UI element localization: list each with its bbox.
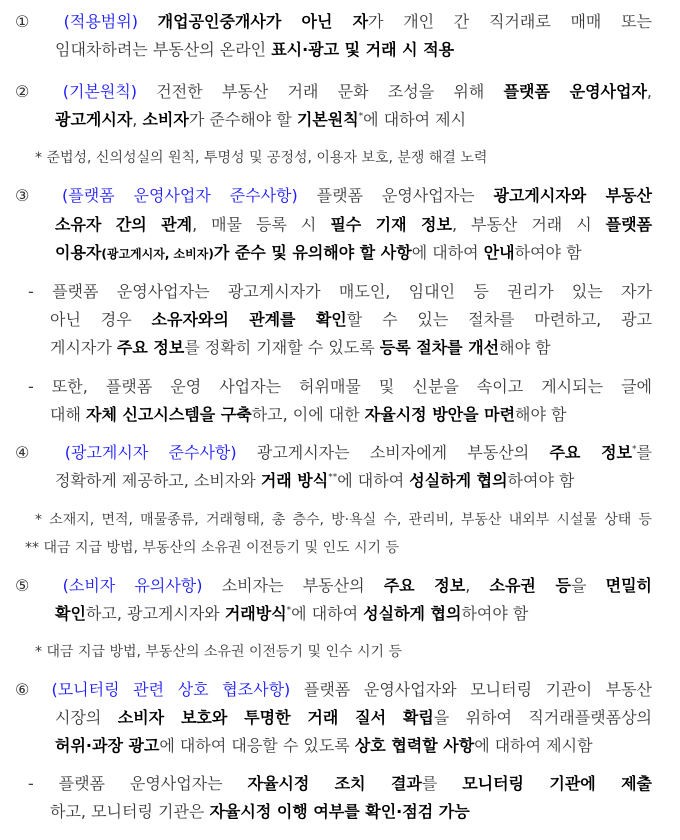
emphasis-text: 이용자	[55, 243, 102, 262]
emphasis-text: 소유자 간의 관계	[55, 215, 193, 234]
body-text: - 또한, 플랫폼 운영 사업자는 허위매물 및 신분을 속이고 게시되는 글에	[28, 377, 652, 396]
body-text: 정확하게 제공하고, 소비자와	[55, 471, 261, 490]
emphasis-text: 확인	[55, 604, 86, 623]
body-text: , 부동산 거래 시	[451, 215, 606, 234]
body-text: 를	[421, 774, 463, 793]
text-line	[55, 213, 652, 237]
footnote-marker: *	[286, 605, 292, 616]
emphasis-text: 허위·과장 광고	[55, 736, 160, 755]
emphasis-text: 안내	[483, 243, 515, 262]
body-text: 게시자가	[50, 338, 117, 357]
body-text: 를 정확히 기재할 수 있도록	[184, 338, 380, 357]
footnote-line	[35, 508, 652, 532]
body-text: 광고게시자는 소비자에게 부동산의	[256, 443, 550, 462]
text-line	[28, 280, 652, 304]
emphasis-text: 주요 정보	[383, 576, 466, 595]
item-number: ⑤	[15, 576, 44, 595]
body-text: 하고, 광고게시자와	[85, 604, 225, 623]
body-text: 에 대하여 제시함	[474, 736, 593, 755]
body-text: 플랫폼 운영사업자는	[316, 186, 494, 205]
body-text: 에 대하여 제시	[363, 110, 467, 129]
body-text: 해야 함	[499, 338, 551, 357]
body-text: 임대차하려는 부동산의 온라인	[55, 40, 272, 59]
body-text: 대해	[50, 405, 86, 424]
text-line	[15, 678, 652, 702]
body-text: 에 대하여 대응할 수 있도록	[159, 736, 355, 755]
body-text: 해야 함	[515, 405, 567, 424]
emphasis-text: 자체 신고시스템을 구축	[86, 405, 252, 424]
body-text: 에 대하여	[411, 243, 484, 262]
body-text: 하여야 함	[507, 471, 575, 490]
emphasis-text: 면밀히	[605, 576, 653, 595]
emphasis-text: 주요 정보	[549, 443, 633, 462]
text-line	[55, 108, 466, 132]
body-text: ,	[646, 82, 653, 101]
body-text: 하여야 함	[461, 604, 529, 623]
body-text: 을 위하여 직거래플랫폼상의	[433, 708, 652, 727]
emphasis-text: 성실하게 협의	[409, 471, 508, 490]
emphasis-text: 소유권 등	[489, 576, 571, 595]
text-line	[50, 800, 470, 824]
footnote-line	[25, 536, 399, 560]
text-line	[55, 469, 574, 493]
section-heading: (플랫폼 운영사업자 준수사항)	[43, 186, 317, 205]
emphasis-text: 자율시정 이행 여부를 확인·점검 가능	[209, 802, 470, 821]
emphasis-text: 개업공인중개사가 아닌 자	[157, 12, 369, 31]
emphasis-text: 자율시정 조치 결과	[247, 774, 422, 793]
item-number: ③	[15, 186, 44, 205]
body-text: 소비자는 부동산의	[221, 576, 384, 595]
emphasis-text: 소유자와의 관계를 확인	[151, 310, 347, 329]
emphasis-text: 등록 절차를 개선	[379, 338, 500, 357]
body-text: * 대금 지급 방법, 부동산의 소유권 이전등기 및 인수 시기 등	[35, 644, 403, 660]
body-text: * 소재지, 면적, 매물종류, 거래형태, 총 층수, 방·욕실 수, 관리비, 부동산 내외부 시설물 상태 등	[35, 512, 652, 528]
footnote-line	[35, 640, 402, 664]
body-text: 를	[636, 443, 652, 462]
text-line	[15, 441, 652, 465]
body-text: 하고, 모니터링 기관은	[50, 802, 210, 821]
emphasis-text: 거래방식	[224, 604, 287, 623]
item-number: ④	[15, 443, 45, 462]
body-text: * 준법성, 신의성실의 원칙, 투명성 및 공정성, 이용자 보호, 분쟁 해결 노력	[35, 150, 488, 166]
body-text: 할 수 있는 절차를 마련하고, 광고	[346, 310, 653, 329]
body-text: 에 대하여	[291, 604, 364, 623]
footnote-marker: *	[358, 111, 364, 122]
emphasis-text: 상호 협력할 사항	[354, 736, 475, 755]
body-text: 건전한 부동산 거래 문화 조성을 위해	[156, 82, 504, 101]
text-line	[50, 308, 652, 332]
emphasis-text: 기본원칙	[296, 110, 359, 129]
text-line	[15, 10, 652, 34]
body-text: ,	[132, 110, 143, 129]
body-text: 을	[571, 576, 606, 595]
text-line	[28, 375, 652, 399]
body-text: 아닌 경우	[50, 310, 152, 329]
text-line	[50, 403, 567, 427]
item-number: ⑥	[15, 680, 38, 699]
parenthetical-text: (광고게시자, 소비자)	[101, 247, 214, 261]
body-text: 하여야 함	[514, 243, 582, 262]
text-line	[55, 734, 593, 758]
emphasis-text: 자율시정 방안을 마련	[364, 405, 516, 424]
emphasis-text: 플랫폼 운영사업자	[503, 82, 647, 101]
body-text: - 플랫폼 운영사업자는 광고게시자가 매도인, 임대인 등 권리가 있는 자가	[28, 282, 652, 301]
body-text: 가 개인 간 직거래로 매매 또는	[368, 12, 652, 31]
text-line	[15, 574, 652, 598]
text-line	[55, 241, 582, 265]
emphasis-text: 거래 방식	[260, 471, 329, 490]
section-heading: (적용범위)	[43, 12, 158, 31]
emphasis-text: 필수 기재 정보	[330, 215, 452, 234]
text-line	[55, 706, 652, 730]
body-text: ** 대금 지급 방법, 부동산의 소유권 이전등기 및 인도 시기 등	[25, 540, 400, 556]
text-line	[28, 772, 652, 796]
emphasis-text: 광고게시자	[55, 110, 133, 129]
text-line	[50, 336, 551, 360]
body-text: 시장의	[55, 708, 118, 727]
text-line	[55, 38, 454, 62]
footnote-marker: **	[328, 472, 338, 483]
body-text: 가 준수해야 할	[188, 110, 297, 129]
body-text: 하고, 이에 대한	[251, 405, 365, 424]
section-heading: (광고게시자 준수사항)	[44, 443, 257, 462]
emphasis-text: 모니터링 기관에 제출	[462, 774, 652, 793]
body-text: , 매물 등록 시	[192, 215, 331, 234]
section-heading: (소비자 유의사항)	[43, 576, 222, 595]
item-number: ①	[15, 12, 44, 31]
emphasis-text: 주요 정보	[116, 338, 185, 357]
section-heading: (모니터링 관련 상호 협조사항)	[37, 680, 304, 699]
text-line	[55, 602, 528, 626]
emphasis-text: 소비자	[142, 110, 189, 129]
item-number: ②	[15, 82, 44, 101]
text-line	[15, 80, 652, 104]
body-text: ,	[465, 576, 490, 595]
body-text: 플랫폼 운영사업자와 모니터링 기관이 부동산	[303, 680, 652, 699]
footnote-line	[35, 146, 487, 170]
emphasis-text: 플랫폼	[605, 215, 652, 234]
section-heading: (기본원칙)	[43, 82, 157, 101]
body-text: - 플랫폼 운영사업자는	[28, 774, 248, 793]
emphasis-text: 소비자 보호와 투명한 거래 질서 확립	[117, 708, 434, 727]
text-line	[15, 184, 652, 208]
emphasis-text: 가 준수 및 유의해야 할 사항	[213, 243, 412, 262]
emphasis-text: 광고게시자와 부동산	[493, 186, 652, 205]
emphasis-text: 표시·광고 및 거래 시 적용	[271, 40, 455, 59]
emphasis-text: 성실하게 협의	[363, 604, 462, 623]
footnote-marker: *	[632, 444, 637, 455]
body-text: 에 대하여	[337, 471, 410, 490]
